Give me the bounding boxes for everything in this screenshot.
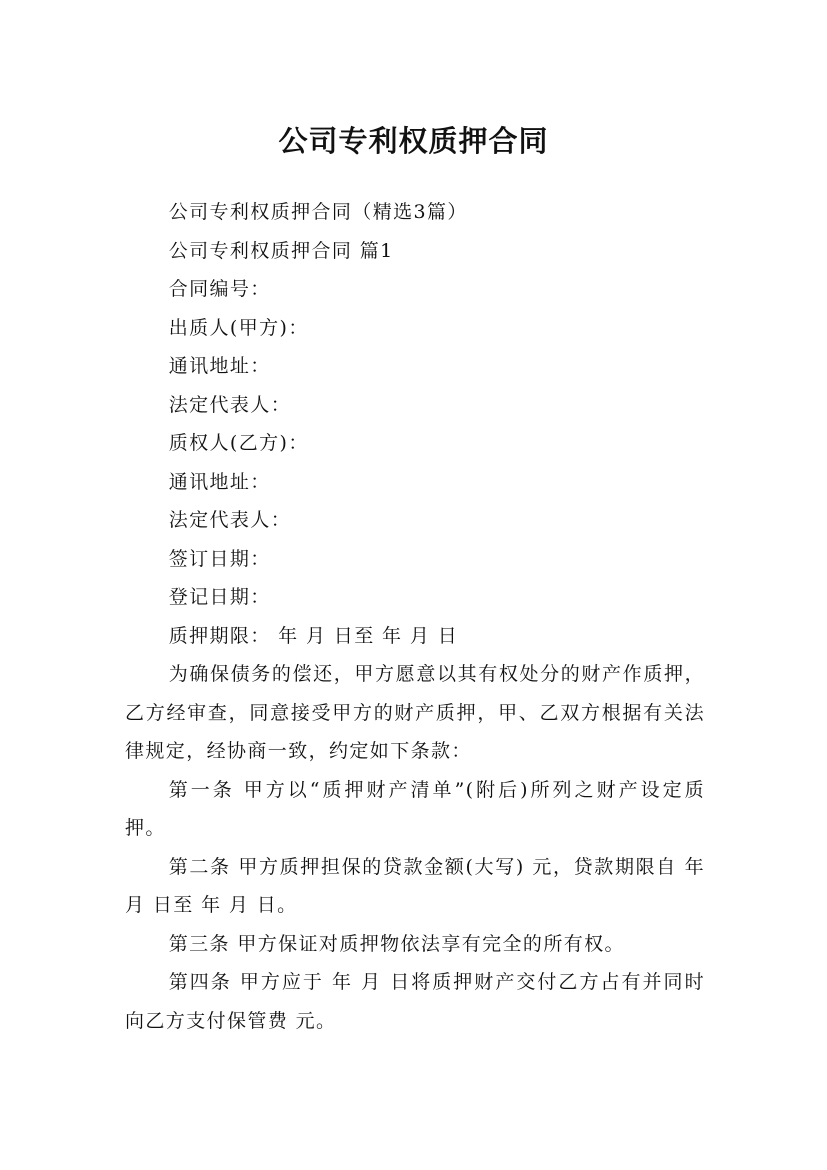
paragraph-pledgee-address: 通讯地址： xyxy=(168,470,271,493)
paragraph-contract-number: 合同编号： xyxy=(168,278,271,300)
paragraph-registration-date: 登记日期： xyxy=(168,586,271,608)
paragraph-article-1: 第一条 甲方以“质押财产清单”(附后)所列之财产设定质押。 xyxy=(125,778,705,839)
paragraph-pledgor-address: 通讯地址： xyxy=(168,355,271,377)
document-body xyxy=(125,193,705,1040)
paragraph-pledge-term: 质押期限： 年 月 日至 年 月 日 xyxy=(168,624,459,647)
paragraph-article-3: 第三条 甲方保证对质押物依法享有完全的所有权。 xyxy=(168,932,625,955)
paragraph-article-4: 第四条 甲方应于 年 月 日将质押财产交付乙方占有并同时向乙方支付保管费 元。 xyxy=(125,971,705,1032)
paragraph-pledgee: 质权人(乙方)： xyxy=(168,432,309,454)
paragraph-pledgor-representative: 法定代表人： xyxy=(168,393,292,416)
paragraph-collection-title: 公司专利权质押合同（精选3篇） xyxy=(168,201,468,223)
paragraph-pledgor: 出质人(甲方)： xyxy=(168,316,309,339)
document-title: 公司专利权质押合同 xyxy=(278,124,549,159)
paragraph-signing-date: 签订日期： xyxy=(168,547,271,570)
paragraph-pledgee-representative: 法定代表人： xyxy=(168,509,292,531)
paragraph-preamble: 为确保债务的偿还，甲方愿意以其有权处分的财产作质押，乙方经审查，同意接受甲方的财产质押，甲、乙双方根据有关法律规定，经协商一致，约定如下条款： xyxy=(125,663,705,762)
paragraph-chapter-heading: 公司专利权质押合同 篇1 xyxy=(168,239,394,262)
paragraph-article-2: 第二条 甲方质押担保的贷款金额(大写) 元，贷款期限自 年 月 日至 年 月 日。 xyxy=(125,855,705,916)
